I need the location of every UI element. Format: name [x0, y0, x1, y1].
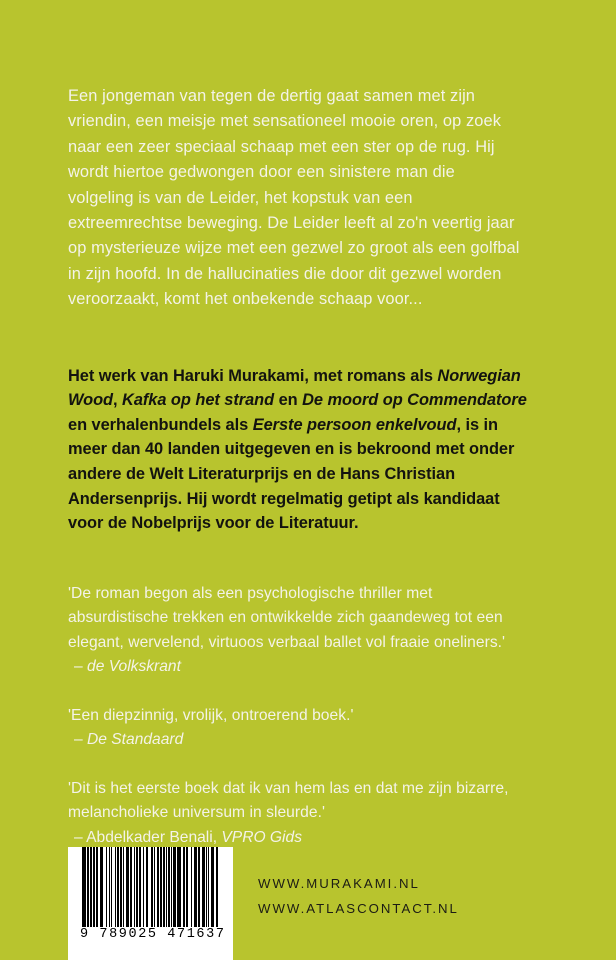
blurb-text-part-3: en: [274, 391, 303, 410]
press-quotes-section: [68, 536, 530, 851]
url-atlascontact[interactable]: WWW.ATLASCONTACT.NL: [258, 901, 459, 916]
quote-publication: De Standaard: [87, 731, 184, 749]
quote-publication: VPRO Gids: [221, 828, 302, 846]
barcode-icon: [82, 847, 219, 927]
barcode-isbn-digits: 9 789025 471637: [80, 927, 226, 942]
quote-dash: –: [74, 731, 88, 749]
quote-publication: de Volkskrant: [87, 658, 181, 676]
quote-dash: –: [74, 828, 87, 846]
quote-dash: –: [74, 658, 88, 676]
press-quote: [68, 582, 530, 680]
author-blurb-paragraph: [68, 313, 530, 536]
blurb-text-part-4: en verhalenbundels als: [68, 415, 253, 434]
book-title-de-moord-op-commendatore: De moord op Commendatore: [302, 391, 527, 410]
book-title-eerste-persoon-enkelvoud: Eerste persoon enkelvoud: [252, 415, 457, 434]
book-title-norwegian-wood: Norwegian Wood: [68, 366, 521, 410]
quote-text: 'Een diepzinnig, vrolijk, ontroerend boek.': [68, 706, 354, 724]
press-quote: [68, 704, 530, 753]
blurb-text-part-1: Het werk van Haruki Murakami, met romans als: [68, 366, 438, 385]
quote-attribution-name: Abdelkader Benali,: [86, 828, 222, 846]
quote-text: 'De roman begon als een psychologische thriller met absurdistische trekken en ontwikkelde zich gaandeweg tot een elegant, wervelend, virtuoos verbaal ballet vol fraaie oneliners.': [68, 584, 506, 651]
blurb-text-part-5: , is in meer dan 40 landen uitgegeven en is bekroond met onder andere de Welt Literaturprijs en de Hans Christian Andersenprijs. Hij wordt regelmatig getipt als kandidaat voor de Nobelprijs voor de Literatuur.: [68, 415, 515, 533]
quote-attribution: [68, 655, 530, 680]
url-murakami[interactable]: WWW.MURAKAMI.NL: [258, 876, 420, 891]
press-quote: [68, 777, 530, 851]
book-title-kafka-op-het-strand: Kafka op het strand: [122, 391, 275, 410]
publisher-urls: [258, 871, 459, 921]
cover-text-content: [68, 84, 530, 850]
blurb-text-part-2: ,: [113, 391, 123, 410]
quote-attribution: [68, 728, 530, 753]
synopsis-paragraph: Een jongeman van tegen de dertig gaat samen met zijn vriendin, een meisje met sensationeel mooie oren, op zoek naar een zeer speciaal schaap met een ster op de rug. Hij wordt hiertoe gedwongen door een sinistere man die volgeling is van de Leider, het kopstuk van een extreemrechtse beweging. De Leider leeft al zo'n veertig jaar op mysterieuze wijze met een gezwel zo groot als een golfbal in zijn hoofd. In de hallucinaties die door dit gezwel worden veroorzaakt, komt het onbekende schaap voor...: [68, 87, 520, 309]
barcode-panel: [68, 847, 233, 960]
quote-text: 'Dit is het eerste boek dat ik van hem las en dat me zijn bizarre, melancholieke universum in sleurde.': [68, 779, 509, 822]
